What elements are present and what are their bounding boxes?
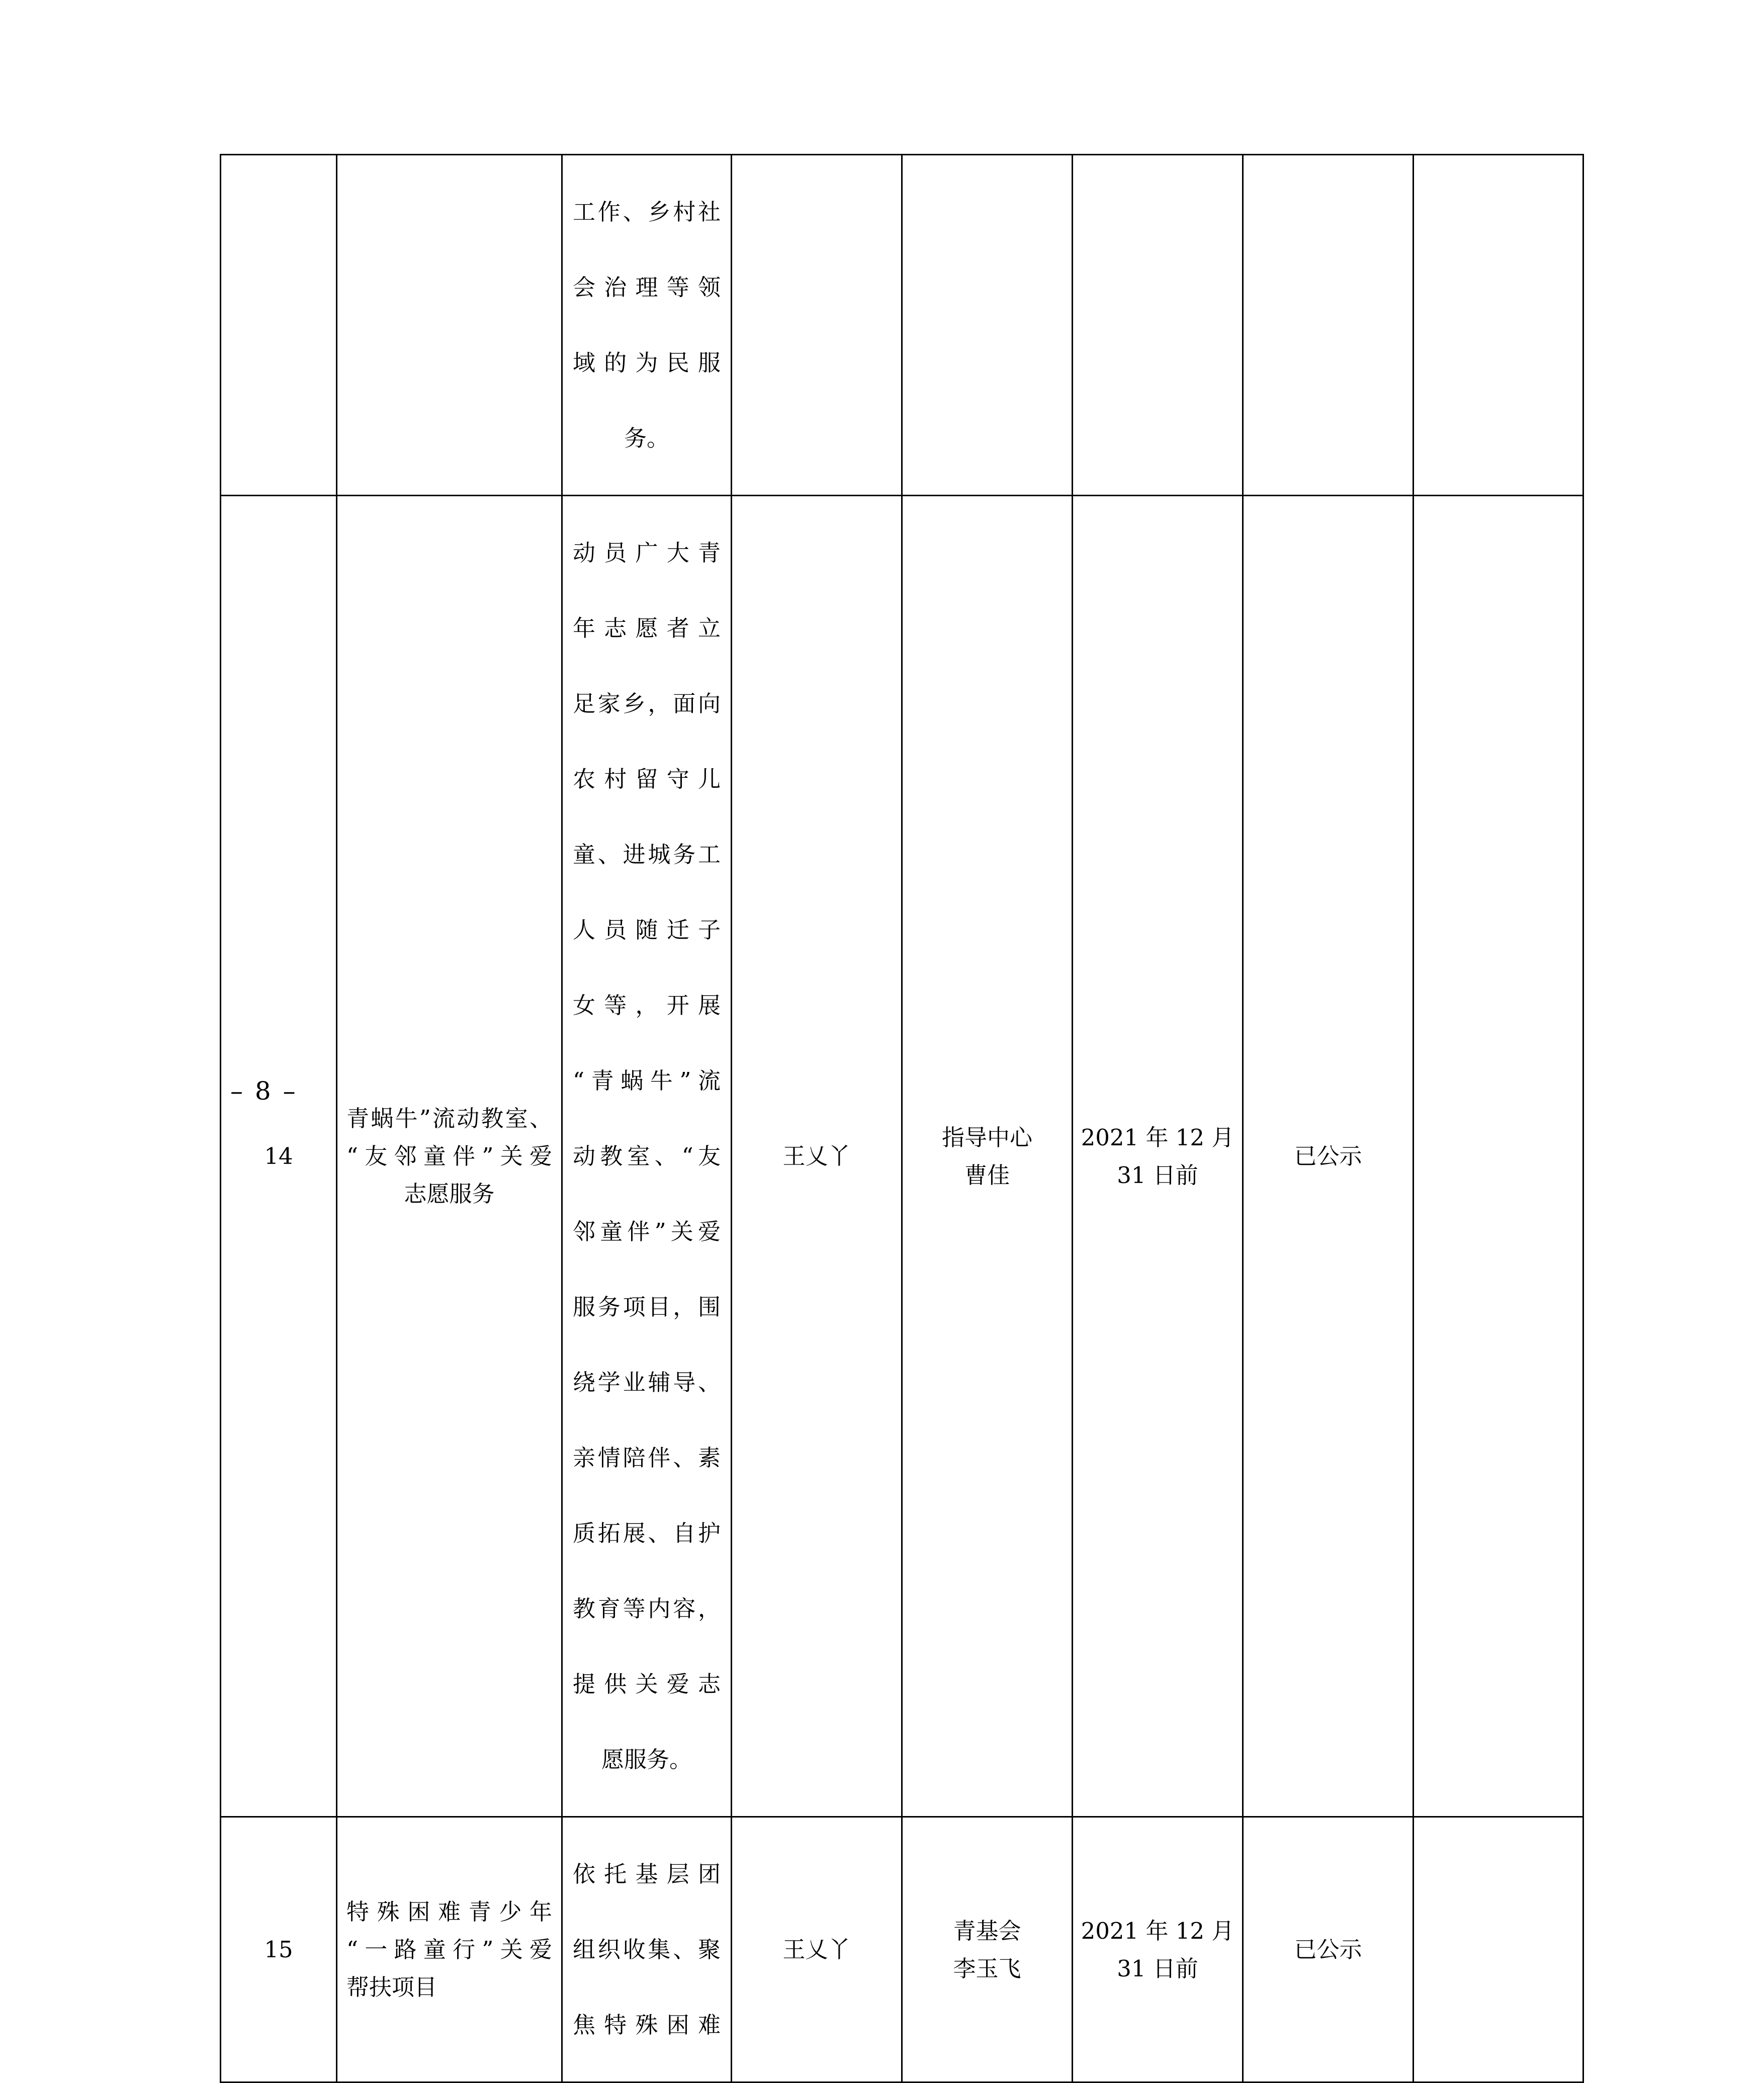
content-line: 依托基层团 [573,1861,721,1887]
content-line: 提供关爱志 [573,1671,721,1697]
content-line: 焦特殊困难 [573,2012,721,2038]
content-line: 务。 [624,425,669,451]
content-line: 工作、乡村社 [573,199,721,225]
cell-project-name [337,1817,562,2082]
content-line: 组织收集、聚 [573,1936,721,1963]
cell-number: 14 [221,496,337,1817]
content-line: 足家乡，面向 [573,690,721,717]
cell-number [221,155,337,496]
page-number: – 8 – [230,1076,298,1106]
content-line: 年志愿者立 [573,615,721,642]
contact-line: 曹佳 [964,1161,1010,1189]
table-row [221,496,1583,1817]
cell-status: 已公示 [1243,1817,1414,2082]
content-line: 服务项目，围 [573,1294,721,1320]
project-table [220,154,1584,2083]
content-line: 亲情陪伴、素 [573,1444,721,1471]
content-line: 农村留守儿 [573,766,721,792]
table-row [221,1817,1583,2082]
unit-line: 青基会 [953,1917,1021,1944]
cell-number: 15 [221,1817,337,2082]
cell-remark [1414,1817,1583,2082]
name-line: 特殊困难青少年 [346,1898,552,1925]
cell-content [562,155,732,496]
cell-content [562,496,732,1817]
cell-deadline [1073,1817,1243,2082]
content-line: 童、进城务工 [573,841,721,868]
contact-line: 李玉飞 [953,1955,1021,1982]
deadline-line: 2021 年 12 月 [1081,1917,1234,1944]
content-line: 绕学业辅导、 [573,1369,721,1396]
cell-deadline [1073,155,1243,496]
content-line: 质拓展、自护 [573,1520,721,1547]
cell-lead: 王乂丫 [732,496,902,1817]
cell-unit [902,155,1073,496]
cell-deadline [1073,496,1243,1817]
unit-line: 指导中心 [941,1124,1032,1151]
cell-lead: 王乂丫 [732,1817,902,2082]
cell-content [562,1817,732,2082]
content-line: 人员随迁子 [573,917,721,943]
cell-project-name [337,496,562,1817]
name-line: 帮扶项目 [346,1974,437,2001]
deadline-line: 31 日前 [1117,1955,1198,1982]
content-line: 女等，开展 [573,992,721,1019]
content-line: 会治理等领 [573,274,721,301]
content-line: 动教室、“友 [573,1143,721,1169]
deadline-line: 31 日前 [1117,1161,1198,1189]
cell-remark [1414,155,1583,496]
cell-unit [902,1817,1073,2082]
cell-unit [902,496,1073,1817]
name-line: “一路童行”关爱 [346,1936,552,1963]
content-line: “青蜗牛”流 [573,1067,721,1094]
cell-lead [732,155,902,496]
content-line: 域的为民服 [573,349,721,376]
cell-status [1243,155,1414,496]
content-line: 邻童伴”关爱 [573,1218,721,1245]
cell-status: 已公示 [1243,496,1414,1817]
cell-project-name [337,155,562,496]
table-row [221,155,1583,496]
content-line: 教育等内容， [573,1595,721,1622]
name-line: 志愿服务 [404,1181,495,1207]
content-line: 动员广大青 [573,539,721,566]
name-line: “友邻童伴”关爱 [346,1143,552,1169]
content-line: 愿服务。 [601,1746,692,1773]
name-line: 青蜗牛”流动教室、 [346,1105,552,1132]
cell-remark [1414,496,1583,1817]
deadline-line: 2021 年 12 月 [1081,1124,1234,1151]
